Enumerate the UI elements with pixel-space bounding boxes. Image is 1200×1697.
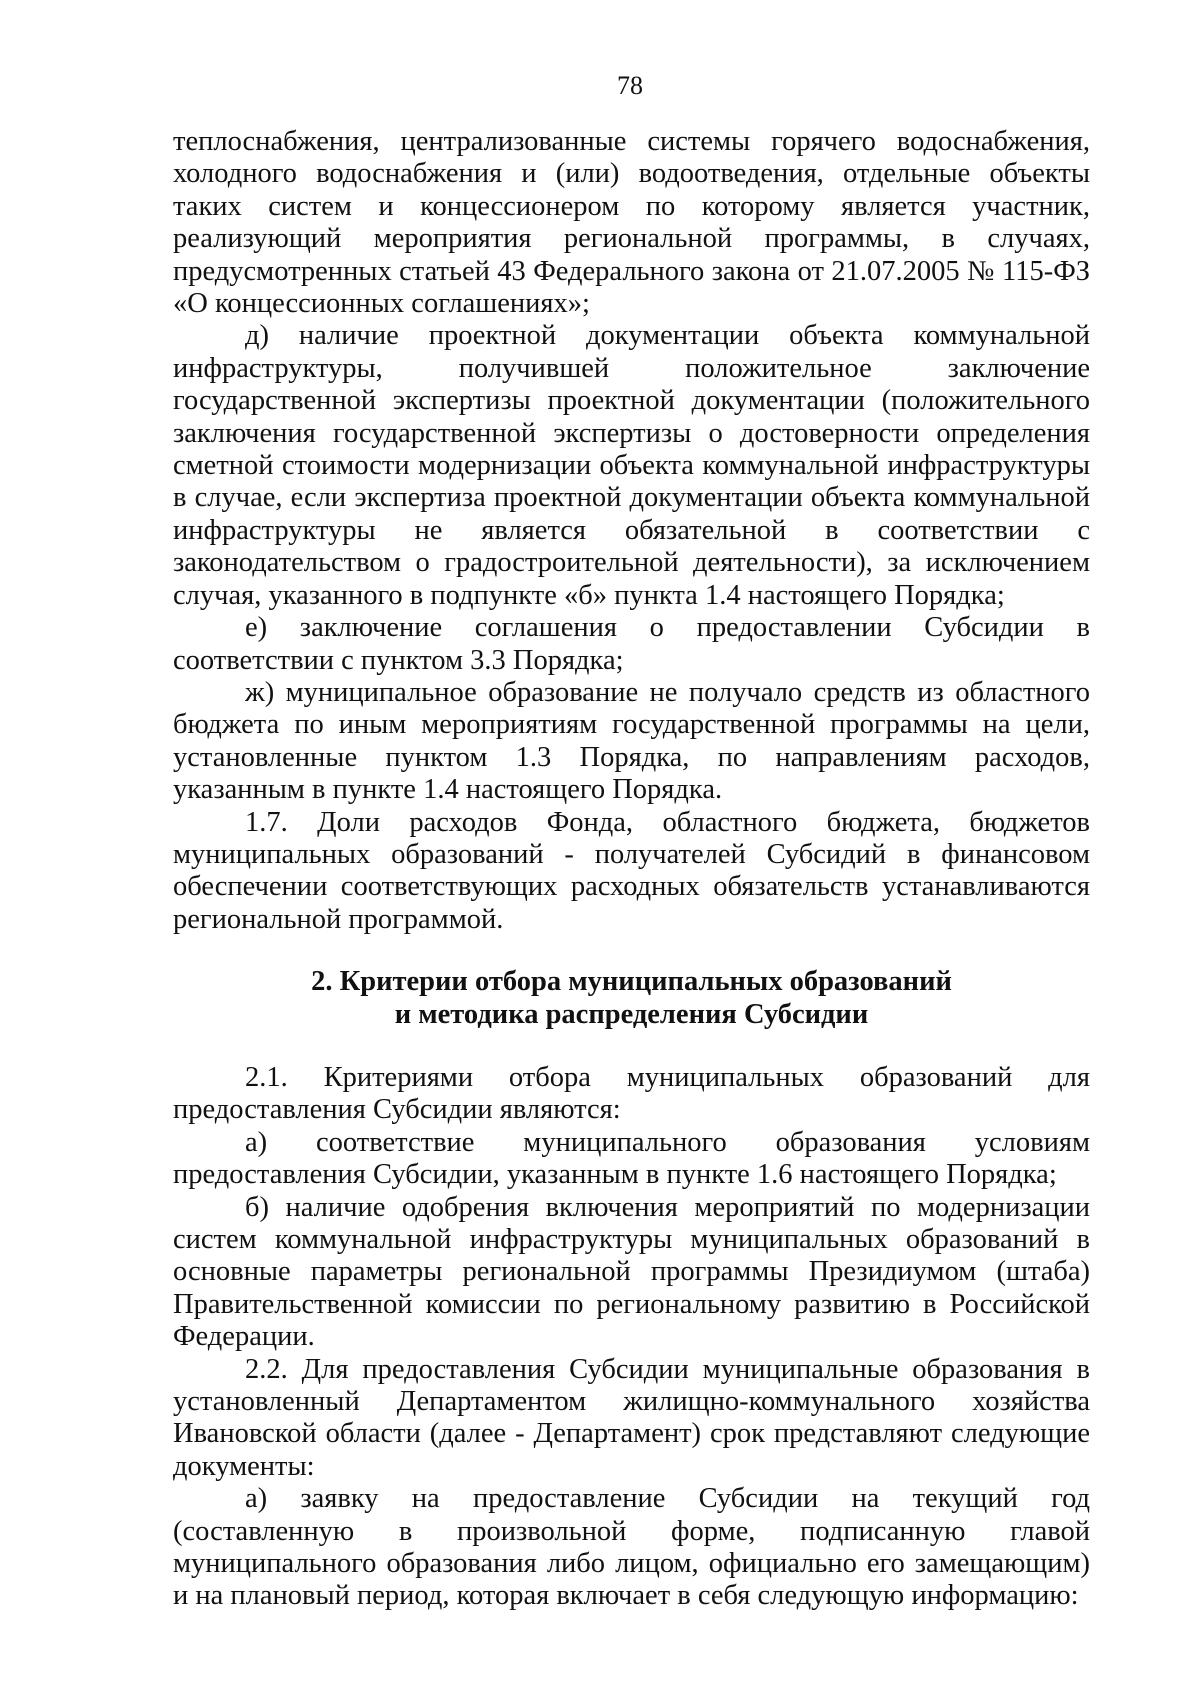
paragraph: 1.7. Доли расходов Фонда, областного бюджета, бюджетов муниципальных образований - получателей Субсидий в финансовом обеспечении соответствующих расходных обязательств устанавливаются региональной программой.: [173, 806, 1090, 935]
paragraph: а) заявку на предоставление Субсидии на текущий год (составленную в произвольной форме, подписанную главой муниципального образования либо лицом, официально его замещающим) и на плановый период, которая включает в себя следующую информацию:: [173, 1483, 1090, 1612]
paragraph: д) наличие проектной документации объекта коммунальной инфраструктуры, получившей положительное заключение государственной экспертизы проектной документации (положительного заключения государственной экспертизы о достоверности определения сметной стоимости модернизации объекта коммунальной инфраструктуры в случае, если экспертиза проектной документации объекта коммунальной инфраструктуры не является обязательной в соответствии с законодательством о градостроительной деятельности), за исключением случая, указанного в подпункте «б» пункта 1.4 настоящего Порядка;: [173, 320, 1090, 611]
section-heading: [173, 966, 1090, 1031]
document-body: [173, 126, 1090, 1613]
paragraph: 2.2. Для предоставления Субсидии муниципальные образования в установленный Департаментом жилищно-коммунального хозяйства Ивановской области (далее - Департамент) срок представляют следующие документы:: [173, 1353, 1090, 1482]
paragraph: теплоснабжения, централизованные системы горячего водоснабжения, холодного водоснабжения и (или) водоотведения, отдельные объекты таких систем и концессионером по которому является участник, реализующий мероприятия региональной программы, в случаях, предусмотренных статьей 43 Федерального закона от 21.07.2005 № 115-ФЗ «О концессионных соглашениях»;: [173, 126, 1090, 320]
paragraph: ж) муниципальное образование не получало средств из областного бюджета по иным мероприятиям государственной программы на цели, установленные пунктом 1.3 Порядка, по направлениям расходов, указанным в пункте 1.4 настоящего Порядка.: [173, 676, 1090, 806]
paragraph: б) наличие одобрения включения мероприятий по модернизации систем коммунальной инфраструктуры муниципальных образований в основные параметры региональной программы Президиумом (штаба) Правительственной комиссии по региональному развитию в Российской Федерации.: [173, 1191, 1090, 1353]
page-number: 78: [617, 71, 643, 100]
paragraph: 2.1. Критериями отбора муниципальных образований для предоставления Субсидии являются:: [173, 1061, 1090, 1126]
paragraph: е) заключение соглашения о предоставлении Субсидии в соответствии с пунктом 3.3 Порядка;: [173, 612, 1090, 676]
paragraph: а) соответствие муниципального образования условиям предоставления Субсидии, указанным в пункте 1.6 настоящего Порядка;: [173, 1126, 1090, 1191]
section-heading-line: и методика распределения Субсидии: [394, 998, 869, 1030]
section-heading-line: 2. Критерии отбора муниципальных образований: [311, 966, 952, 998]
